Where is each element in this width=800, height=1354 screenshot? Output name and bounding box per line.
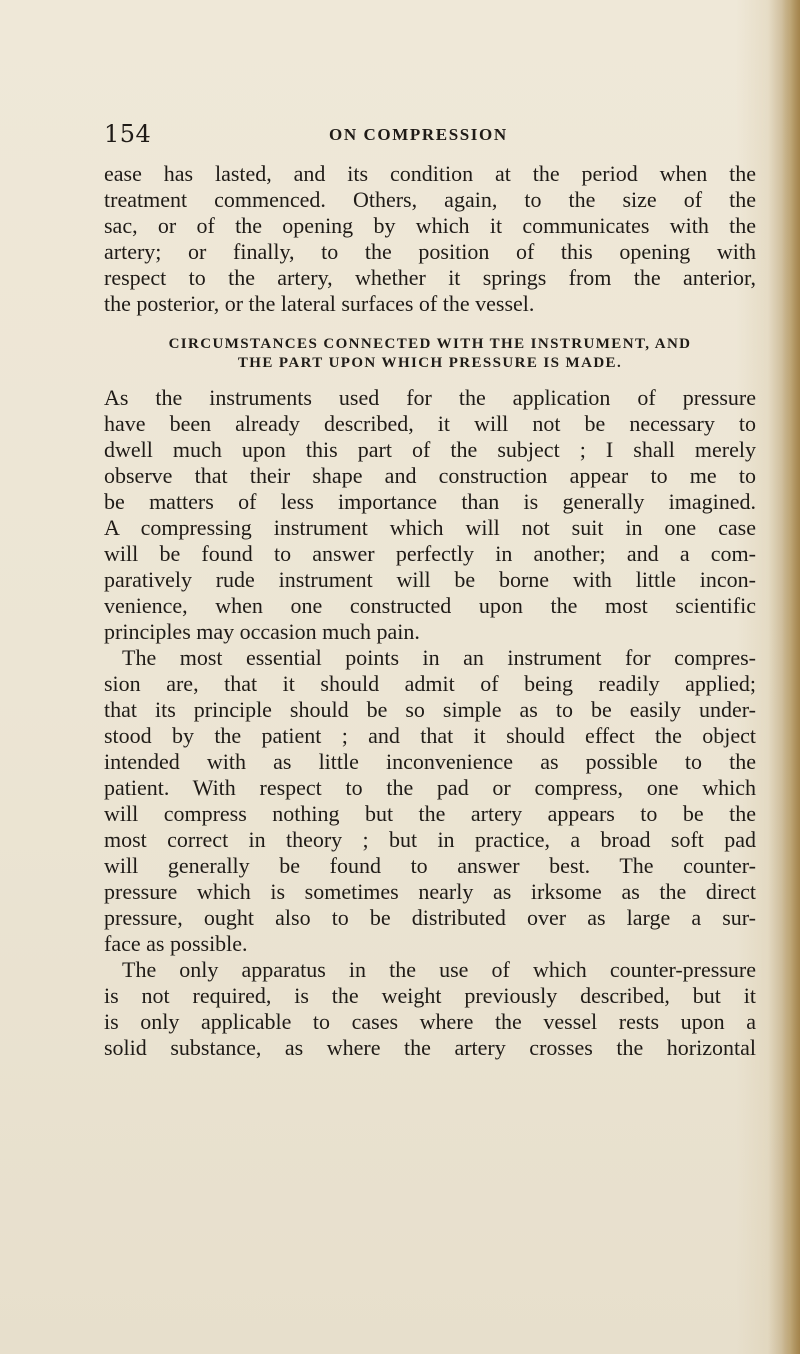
text-line: be matters of less importance than is generally imagined.	[104, 489, 756, 514]
page-number: 154	[104, 120, 152, 148]
text-line: patient. With respect to the pad or compress, one which	[104, 775, 756, 800]
text-line: face as possible.	[104, 931, 248, 956]
text-line: dwell much upon this part of the subject ; I shall merely	[104, 437, 756, 462]
text-line: is not required, is the weight previously described, but it	[104, 983, 756, 1008]
text-line: observe that their shape and construction appear to me to	[104, 463, 756, 488]
page-header	[104, 120, 754, 150]
text-line: ease has lasted, and its condition at the period when the	[104, 161, 756, 186]
paragraph-instruments	[104, 385, 756, 645]
running-head: ON COMPRESSION	[329, 125, 508, 144]
text-line: will generally be found to answer best. The counter-	[104, 853, 756, 878]
text-line: stood by the patient ; and that it should effect the object	[104, 723, 756, 748]
section-heading	[104, 335, 756, 373]
text-line: is only applicable to cases where the vessel rests upon a	[104, 1009, 756, 1034]
text-line: treatment commenced. Others, again, to the size of the	[104, 187, 756, 212]
page-edge-shadow	[782, 0, 800, 1354]
body-text	[104, 161, 756, 1061]
text-line: paratively rude instrument will be borne with little incon-	[104, 567, 756, 592]
text-line: have been already described, it will not be necessary to	[104, 411, 756, 436]
text-line: that its principle should be so simple as to be easily under-	[104, 697, 756, 722]
text-line: intended with as little inconvenience as possible to the	[104, 749, 756, 774]
text-line: The only apparatus in the use of which counter-pressure	[122, 957, 756, 982]
text-line: venience, when one constructed upon the most scientific	[104, 593, 756, 618]
text-line: A compressing instrument which will not suit in one case	[104, 515, 756, 540]
text-line: pressure, ought also to be distributed over as large a sur-	[104, 905, 756, 930]
paragraph-essential-points	[104, 645, 756, 957]
text-line: sac, or of the opening by which it communicates with the	[104, 213, 756, 238]
paragraph-apparatus	[104, 957, 756, 1061]
section-heading-line-1: CIRCUMSTANCES CONNECTED WITH THE INSTRUMENT, AND	[168, 336, 692, 352]
text-line: the posterior, or the lateral surfaces of the vessel.	[104, 291, 535, 316]
text-line: principles may occasion much pain.	[104, 619, 420, 644]
text-line: respect to the artery, whether it springs from the anterior,	[104, 265, 756, 290]
text-line: sion are, that it should admit of being readily applied;	[104, 671, 756, 696]
text-line: solid substance, as where the artery crosses the horizontal	[104, 1035, 756, 1060]
text-line: will compress nothing but the artery appears to be the	[104, 801, 756, 826]
text-line: most correct in theory ; but in practice, a broad soft pad	[104, 827, 756, 852]
text-line: The most essential points in an instrument for compres-	[122, 645, 756, 670]
paragraph-continued	[104, 161, 756, 317]
text-line: will be found to answer perfectly in another; and a com-	[104, 541, 756, 566]
section-heading-line-2: THE PART UPON WHICH PRESSURE IS MADE.	[237, 355, 623, 371]
text-line: As the instruments used for the application of pressure	[104, 385, 756, 410]
text-line: artery; or finally, to the position of this opening with	[104, 239, 756, 264]
text-line: pressure which is sometimes nearly as irksome as the direct	[104, 879, 756, 904]
